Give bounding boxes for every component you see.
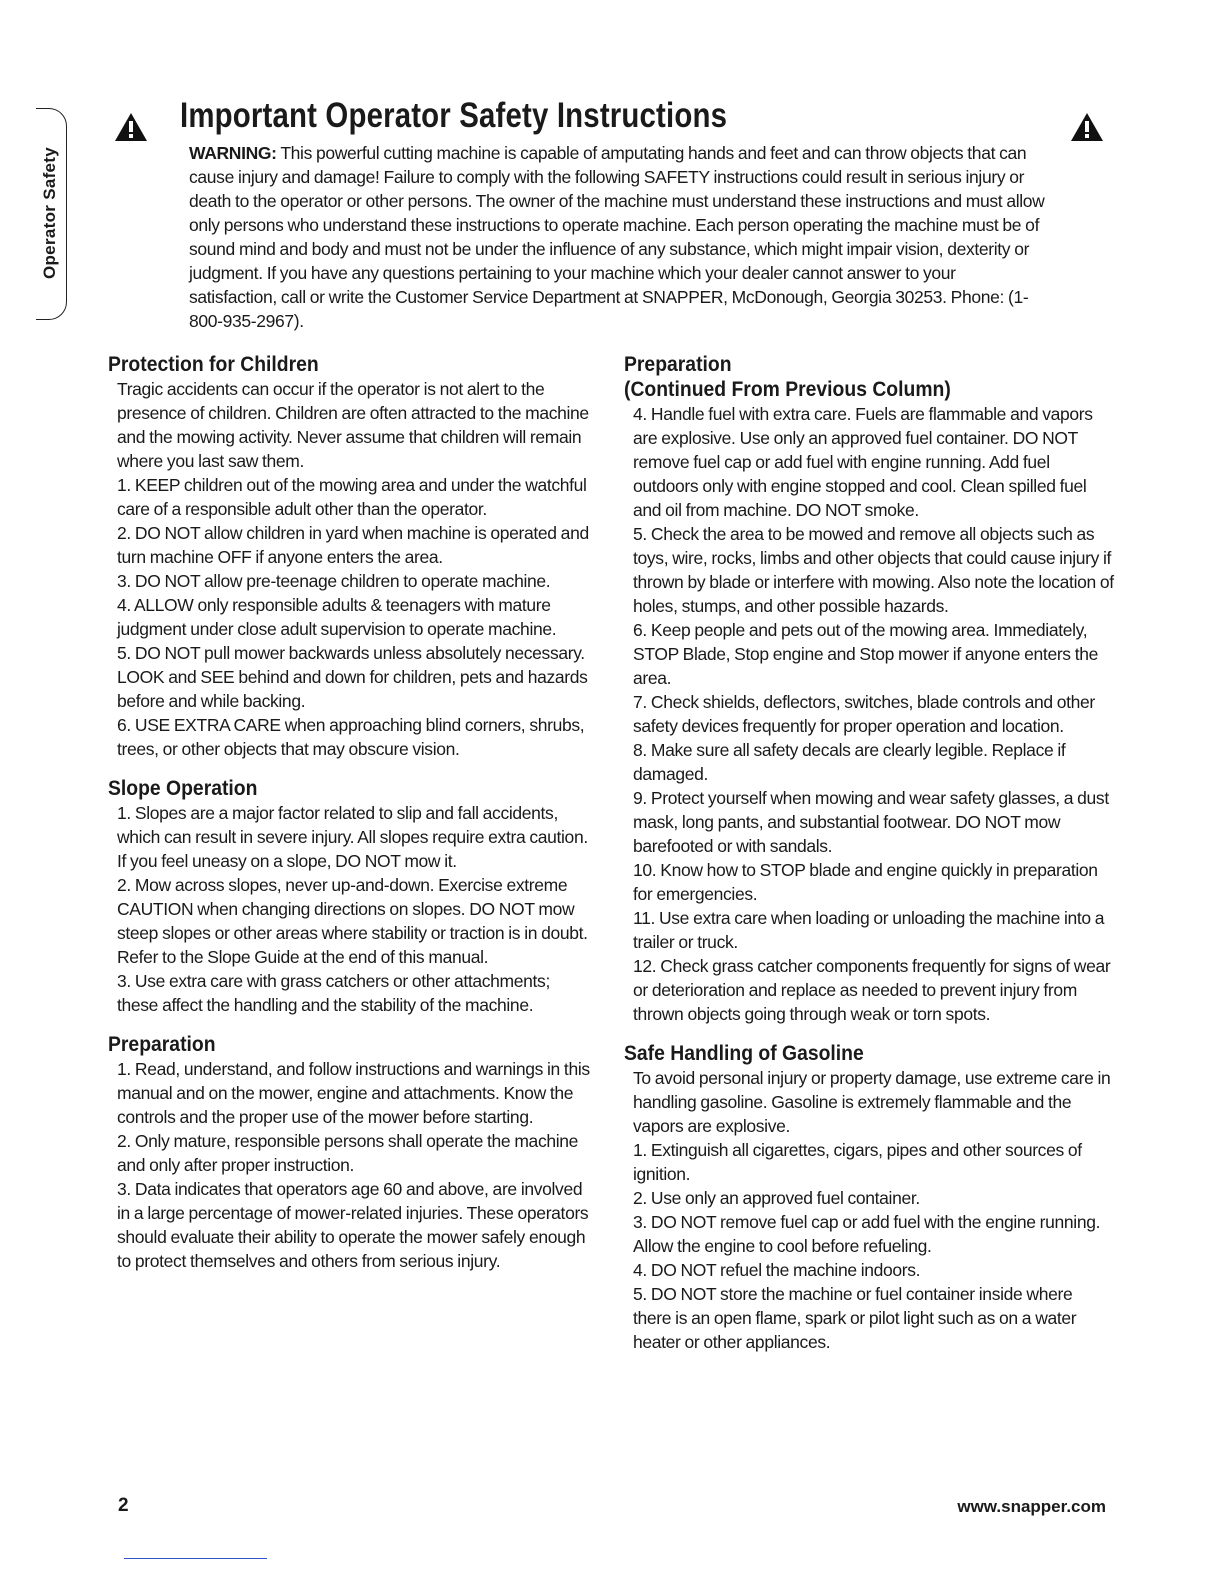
list-item: 10. Know how to STOP blade and engine quickly in preparation for emergencies. xyxy=(633,860,1098,904)
list-item: 11. Use extra care when loading or unloading the machine into a trailer or truck. xyxy=(633,908,1105,952)
page-title: Important Operator Safety Instructions xyxy=(180,96,728,135)
list-item: 12. Check grass catcher components frequently for signs of wear or deterioration and replace as needed to prevent injury from thrown objects going through weak or torn spots. xyxy=(633,956,1111,1024)
list-item: 3. DO NOT remove fuel cap or add fuel with the engine running. Allow the engine to cool before refueling. xyxy=(633,1212,1101,1256)
section-heading: Preparation xyxy=(108,1032,216,1056)
list-item: 1. KEEP children out of the mowing area and under the watchful care of a responsible adult other than the operator. xyxy=(117,475,587,519)
list-item: 5. DO NOT pull mower backwards unless absolutely necessary. LOOK and SEE behind and down for children, pets and hazards before and while backing. xyxy=(117,643,588,711)
list-item: 6. Keep people and pets out of the mowing area. Immediately, STOP Blade, Stop engine and Stop mower if anyone enters the area. xyxy=(633,620,1098,688)
warning-triangle-icon xyxy=(114,112,148,142)
page-number: 2 xyxy=(118,1495,129,1516)
right-column xyxy=(624,352,1114,1354)
list-item: 1. Slopes are a major factor related to slip and fall accidents, which can result in severe injury. All slopes require extra caution. If you feel uneasy on a slope, DO NOT mow it. xyxy=(117,803,588,871)
list-item: 1. Extinguish all cigarettes, cigars, pipes and other sources of ignition. xyxy=(633,1140,1082,1184)
list-item: 3. Data indicates that operators age 60 and above, are involved in a large percentage of mower-related injuries. These operators should evaluate their ability to operate the mower safely enough to protect themselves and others from serious injury. xyxy=(117,1179,589,1271)
list-item: 5. Check the area to be mowed and remove all objects such as toys, wire, rocks, limbs and other objects that could cause injury if thrown by blade or interfere with mowing. Also note the location of holes, stumps, and other possible hazards. xyxy=(633,524,1114,616)
website-url: www.snapper.com xyxy=(957,1497,1106,1516)
list-item: 7. Check shields, deflectors, switches, blade controls and other safety devices frequently for proper operation and location. xyxy=(633,692,1095,736)
section-heading: Safe Handling of Gasoline xyxy=(624,1041,864,1065)
list-item: 2. DO NOT allow children in yard when machine is operated and turn machine OFF if anyone enters the area. xyxy=(117,523,589,567)
list-item: 9. Protect yourself when mowing and wear safety glasses, a dust mask, long pants, and substantial footwear. DO NOT mow barefooted or with sandals. xyxy=(633,788,1109,856)
paragraph: Tragic accidents can occur if the operator is not alert to the presence of children. Children are often attracted to the machine and the mowing activity. Never assume that children will remain where you last saw them. xyxy=(117,379,589,471)
paragraph: To avoid personal injury or property damage, use extreme care in handling gasoline. Gasoline is extremely flammable and the vapors are explosive. xyxy=(633,1068,1111,1136)
left-column xyxy=(108,352,592,1273)
list-item: 2. Mow across slopes, never up-and-down. Exercise extreme CAUTION when changing directions on slopes. DO NOT mow steep slopes or other areas where stability or traction is in doubt. Refer to the Slope Guide at the end of this manual. xyxy=(117,875,588,967)
section-subheading: (Continued From Previous Column) xyxy=(624,377,951,401)
list-item: 1. Read, understand, and follow instructions and warnings in this manual and on the mower, engine and attachments. Know the controls and the proper use of the mower before starting. xyxy=(117,1059,590,1127)
list-item: 5. DO NOT store the machine or fuel container inside where there is an open flame, spark or pilot light such as on a water heater or other appliances. xyxy=(633,1284,1077,1352)
section-protection-for-children xyxy=(108,352,592,761)
list-item: 8. Make sure all safety decals are clearly legible. Replace if damaged. xyxy=(633,740,1066,784)
section-heading: Protection for Children xyxy=(108,352,319,376)
list-item: 4. Handle fuel with extra care. Fuels are flammable and vapors are explosive. Use only an approved fuel container. DO NOT remove fuel cap or add fuel with engine running. Add fuel outdoors only with engine stopped and cool. Clean spilled fuel and oil from machine. DO NOT smoke. xyxy=(633,404,1093,520)
section-heading: Preparation xyxy=(624,352,732,376)
warning-text: This powerful cutting machine is capable of amputating hands and feet and can throw objects that can cause injury and damage! Failure to comply with the following SAFETY instructions could result in serious injury or death to the operator or other persons. The owner of the machine must understand these instructions and must allow only persons who understand these instructions to operate machine. Each person operating the machine must be of sound mind and body and must not be under the influence of any substance, which might impair vision, dexterity or judgment. If you have any questions pertaining to your machine which your dealer cannot answer to your satisfaction, call or write the Customer Service Department at SNAPPER, McDonough, Georgia 30253. Phone: (1-800-935-2967). xyxy=(189,143,1045,331)
section-heading: Slope Operation xyxy=(108,776,258,800)
section-preparation-continued xyxy=(624,352,1114,1026)
section-preparation xyxy=(108,1032,592,1273)
section-safe-handling-of-gasoline xyxy=(624,1041,1114,1354)
side-tab-label: Operator Safety xyxy=(40,146,59,280)
list-item: 6. USE EXTRA CARE when approaching blind corners, shrubs, trees, or other objects that may obscure vision. xyxy=(117,715,585,759)
list-item: 3. DO NOT allow pre-teenage children to operate machine. xyxy=(117,571,551,591)
footer-rule xyxy=(124,1558,267,1559)
warning-triangle-icon xyxy=(1070,112,1104,142)
list-item: 4. DO NOT refuel the machine indoors. xyxy=(633,1260,921,1280)
warning-label: WARNING: xyxy=(189,143,277,163)
list-item: 3. Use extra care with grass catchers or other attachments; these affect the handling and the stability of the machine. xyxy=(117,971,550,1015)
list-item: 4. ALLOW only responsible adults & teenagers with mature judgment under close adult supervision to operate machine. xyxy=(117,595,557,639)
list-item: 2. Use only an approved fuel container. xyxy=(633,1188,920,1208)
warning-paragraph xyxy=(189,141,1047,333)
section-slope-operation xyxy=(108,776,592,1017)
list-item: 2. Only mature, responsible persons shall operate the machine and only after proper instruction. xyxy=(117,1131,579,1175)
